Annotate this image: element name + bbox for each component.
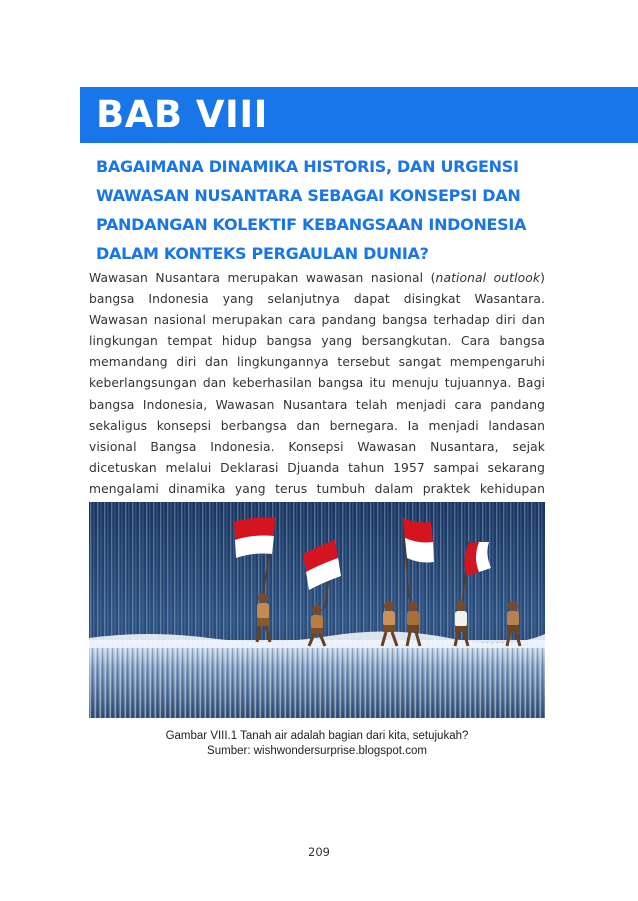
chapter-title: BAB VIII: [96, 93, 268, 136]
figure-photo: [89, 502, 545, 718]
subtitle-line: PANDANGAN KOLEKTIF KEBANGSAAN INDONESIA: [96, 215, 527, 234]
subtitle-line: WAWASAN NUSANTARA SEBAGAI KONSEPSI DAN: [96, 186, 521, 205]
body-paragraph: [89, 268, 545, 521]
chapter-banner: [80, 87, 638, 143]
page-number: 209: [308, 845, 330, 859]
chapter-subtitle: [96, 152, 566, 268]
waterfall-flag-photo: [89, 502, 545, 718]
caption-source: Sumber: wishwondersurprise.blogspot.com: [207, 745, 427, 757]
figure-caption: [89, 729, 545, 759]
subtitle-line: DALAM KONTEKS PERGAULAN DUNIA?: [96, 244, 429, 263]
subtitle-line: BAGAIMANA DINAMIKA HISTORIS, DAN URGENSI: [96, 157, 519, 176]
paragraph-text-rest: ) bangsa Indonesia yang selanjutnya dapat disingkat Wasantara. Wawasan nasional merupakan cara pandang bangsa terhadap diri dan lingkungan tempat hidup bangsa yang bersangkutan. Cara bangsa memandang diri dan lingkungannya tersebut sangat mempengaruhi keberlangsungan dan keberhasilan bangsa itu menuju tujuannya. Bagi bangsa Indonesia, Wawasan Nusantara telah menjadi cara pandang sekaligus konsepsi berbangsa dan bernegara. Ia menjadi landasan visional Bangsa Indonesia. Konsepsi Wawasan Nusantara, sejak dicetuskan melalui Deklarasi Djuanda tahun 1957 sampai sekarang mengalami dinamika yang terus tumbuh dalam praktek kehidupan: [89, 271, 545, 496]
caption-title: Gambar VIII.1 Tanah air adalah bagian dari kita, setujukah?: [165, 730, 469, 742]
paragraph-italic-term: national outlook: [435, 271, 541, 285]
paragraph-text-start: Wawasan Nusantara merupakan wawasan nasional (: [89, 271, 436, 285]
